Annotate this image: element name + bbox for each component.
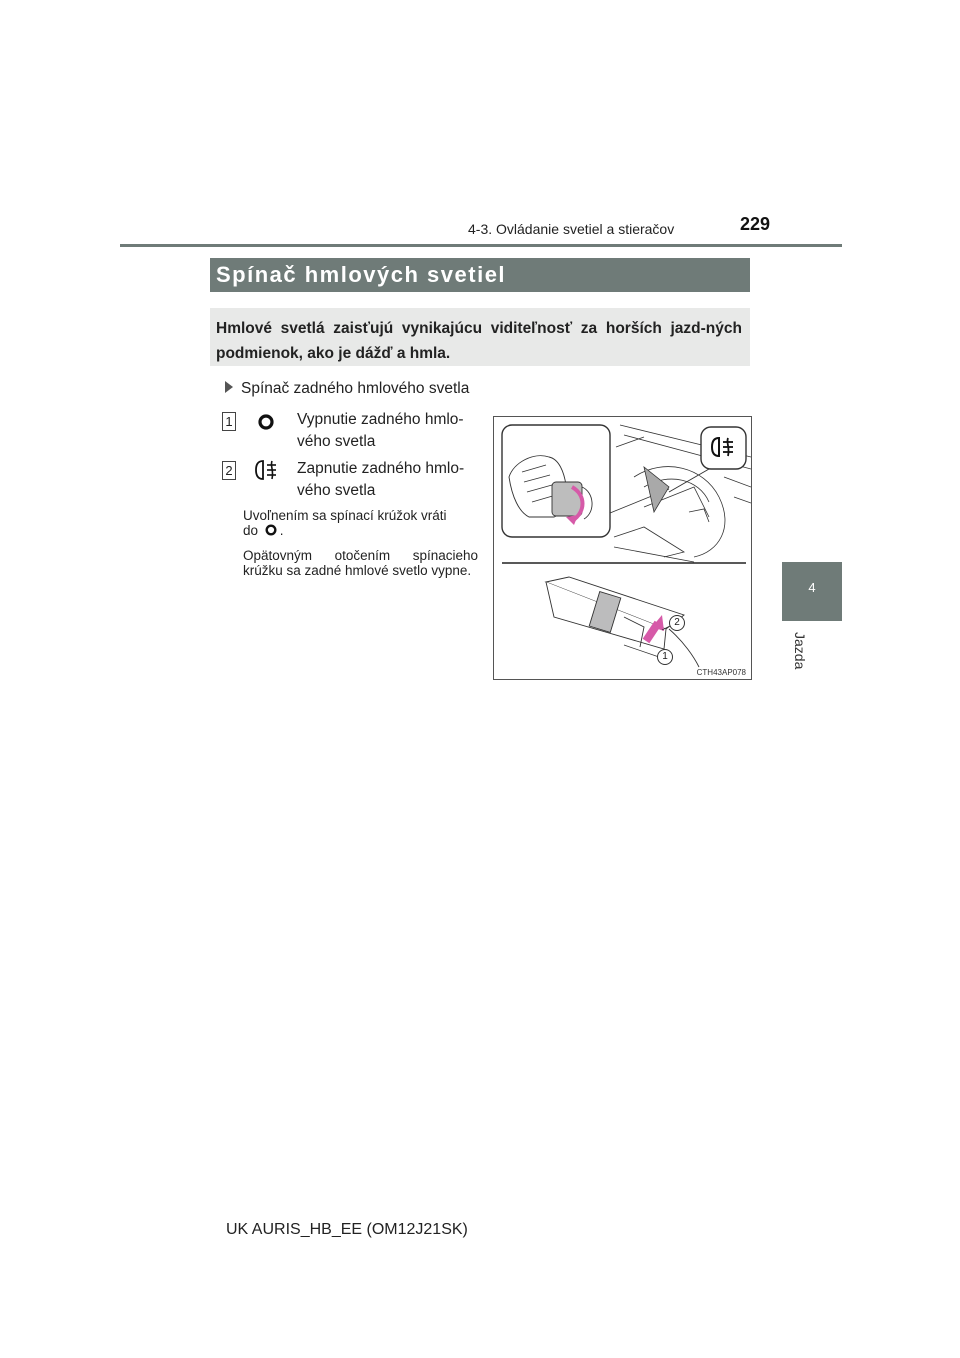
item-2-line2: vého svetla xyxy=(297,482,376,499)
intro-text: Hmlové svetlá zaisťujú vynikajúcu viditeľnosť za horších jazd-ných podmienok, ako je dážď a hmla. xyxy=(216,320,742,362)
figure-callout-1: 1 xyxy=(657,649,673,665)
section-title-bar xyxy=(210,258,750,292)
item-1-line2: vého svetla xyxy=(297,433,376,450)
item-2-line1: Zapnutie zadného hmlo- xyxy=(297,460,465,477)
page-number: 229 xyxy=(740,214,771,234)
header-section-title: 4-3. Ovládanie svetiel a stieračov xyxy=(468,221,675,237)
item-number-2: 2 xyxy=(222,461,236,480)
rear-fog-light-icon xyxy=(254,458,282,487)
item-1-line1: Vypnutie zadného hmlo- xyxy=(297,411,464,428)
item-number-1: 1 xyxy=(222,412,236,431)
bullet-text: Spínač zadného hmlového svetla xyxy=(241,380,470,397)
chapter-tab[interactable] xyxy=(782,562,842,620)
footer-model: UK AURIS_HB_EE (OM12J21SK) xyxy=(226,1221,468,1238)
bullet-item xyxy=(225,380,469,398)
note-2: Opätovným otočením spínacieho krúžku sa zadné hmlové svetlo vypne. xyxy=(243,548,478,578)
item-1-text xyxy=(297,409,477,453)
fog-light-off-icon xyxy=(256,412,276,437)
chapter-label: Jazda xyxy=(792,632,808,670)
item-2-text xyxy=(297,458,477,502)
chapter-number: 4 xyxy=(808,580,816,595)
fog-light-off-icon xyxy=(264,523,278,540)
figure-illustration xyxy=(493,416,752,680)
chapter-divider xyxy=(782,620,842,621)
note-1-text: Uvoľnením sa spínací krúžok vráti xyxy=(243,508,447,523)
note-1-prefix: do xyxy=(243,523,259,538)
note-1-suffix: . xyxy=(279,523,284,538)
triangle-bullet-icon xyxy=(225,381,233,393)
note-1 xyxy=(243,508,478,540)
figure-drawing xyxy=(494,417,751,679)
section-title: Spínač hmlových svetiel xyxy=(216,262,507,287)
intro-box xyxy=(210,308,750,366)
figure-code: CTH43AP078 xyxy=(696,668,746,677)
figure-callout-2: 2 xyxy=(669,615,685,631)
header-divider xyxy=(120,244,842,247)
